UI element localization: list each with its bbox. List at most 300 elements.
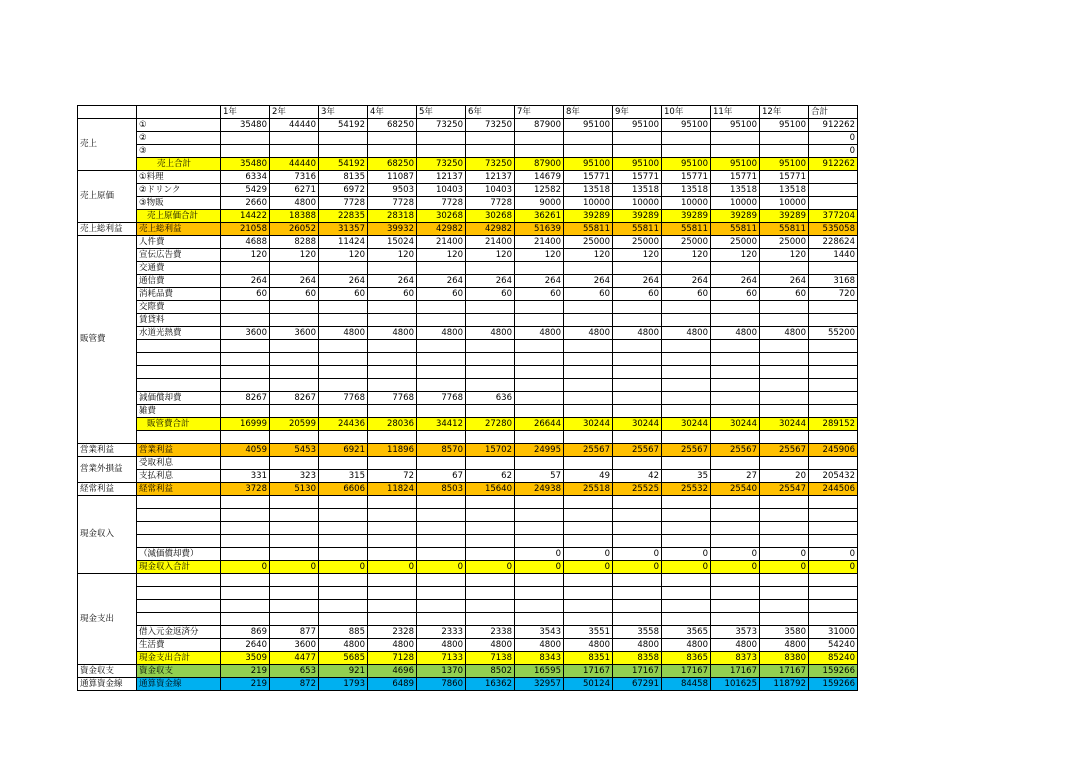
value-cell[interactable]: 4800 xyxy=(564,327,613,340)
value-cell[interactable]: 3600 xyxy=(221,327,270,340)
value-cell[interactable] xyxy=(662,132,711,145)
value-cell[interactable] xyxy=(417,353,466,366)
value-cell[interactable] xyxy=(809,379,858,392)
value-cell[interactable]: 377204 xyxy=(809,210,858,223)
value-cell[interactable]: 72 xyxy=(368,470,417,483)
value-cell[interactable] xyxy=(319,145,368,158)
value-cell[interactable]: 885 xyxy=(319,626,368,639)
value-cell[interactable] xyxy=(270,301,319,314)
value-cell[interactable] xyxy=(466,509,515,522)
value-cell[interactable]: 25567 xyxy=(760,444,809,457)
value-cell[interactable] xyxy=(515,262,564,275)
cell[interactable] xyxy=(613,431,662,444)
value-cell[interactable]: 25567 xyxy=(564,444,613,457)
value-cell[interactable] xyxy=(368,379,417,392)
value-cell[interactable] xyxy=(564,587,613,600)
value-cell[interactable] xyxy=(368,496,417,509)
value-cell[interactable]: 0 xyxy=(809,145,858,158)
value-cell[interactable]: 7138 xyxy=(466,652,515,665)
value-cell[interactable] xyxy=(613,301,662,314)
value-cell[interactable]: 101625 xyxy=(711,678,760,691)
value-cell[interactable] xyxy=(662,314,711,327)
value-cell[interactable]: 0 xyxy=(270,561,319,574)
value-cell[interactable]: 10000 xyxy=(711,197,760,210)
value-cell[interactable] xyxy=(711,587,760,600)
value-cell[interactable]: 245906 xyxy=(809,444,858,457)
value-cell[interactable] xyxy=(760,522,809,535)
row-label[interactable]: 人件費 xyxy=(137,236,221,249)
value-cell[interactable]: 653 xyxy=(270,665,319,678)
value-cell[interactable]: 13518 xyxy=(564,184,613,197)
value-cell[interactable]: 95100 xyxy=(564,158,613,171)
value-cell[interactable]: 95100 xyxy=(564,119,613,132)
value-cell[interactable]: 264 xyxy=(270,275,319,288)
value-cell[interactable] xyxy=(270,574,319,587)
value-cell[interactable]: 32957 xyxy=(515,678,564,691)
cell[interactable] xyxy=(466,431,515,444)
value-cell[interactable]: 159266 xyxy=(809,665,858,678)
value-cell[interactable]: 7728 xyxy=(368,197,417,210)
row-label[interactable]: 借入元金返済分 xyxy=(137,626,221,639)
value-cell[interactable]: 60 xyxy=(368,288,417,301)
value-cell[interactable]: 8570 xyxy=(417,444,466,457)
value-cell[interactable]: 4800 xyxy=(368,327,417,340)
value-cell[interactable]: 25000 xyxy=(711,236,760,249)
value-cell[interactable]: 17167 xyxy=(564,665,613,678)
column-header[interactable]: 合計 xyxy=(809,106,858,119)
column-header[interactable]: 9年 xyxy=(613,106,662,119)
value-cell[interactable] xyxy=(613,496,662,509)
value-cell[interactable]: 12137 xyxy=(417,171,466,184)
column-header[interactable]: 10年 xyxy=(662,106,711,119)
value-cell[interactable]: 6271 xyxy=(270,184,319,197)
value-cell[interactable] xyxy=(711,509,760,522)
value-cell[interactable]: 49 xyxy=(564,470,613,483)
value-cell[interactable] xyxy=(809,587,858,600)
value-cell[interactable]: 13518 xyxy=(613,184,662,197)
value-cell[interactable] xyxy=(662,145,711,158)
value-cell[interactable] xyxy=(270,600,319,613)
value-cell[interactable]: 120 xyxy=(368,249,417,262)
value-cell[interactable]: 8373 xyxy=(711,652,760,665)
value-cell[interactable]: 4800 xyxy=(760,639,809,652)
value-cell[interactable] xyxy=(613,600,662,613)
value-cell[interactable] xyxy=(466,366,515,379)
value-cell[interactable]: 9503 xyxy=(368,184,417,197)
value-cell[interactable]: 0 xyxy=(319,561,368,574)
value-cell[interactable]: 331 xyxy=(221,470,270,483)
value-cell[interactable]: 120 xyxy=(466,249,515,262)
value-cell[interactable] xyxy=(515,613,564,626)
value-cell[interactable] xyxy=(368,353,417,366)
value-cell[interactable] xyxy=(515,340,564,353)
value-cell[interactable] xyxy=(809,600,858,613)
value-cell[interactable]: 264 xyxy=(711,275,760,288)
value-cell[interactable] xyxy=(515,522,564,535)
value-cell[interactable]: 7768 xyxy=(319,392,368,405)
value-cell[interactable] xyxy=(613,379,662,392)
value-cell[interactable] xyxy=(515,366,564,379)
row-label[interactable] xyxy=(137,353,221,366)
value-cell[interactable]: 30268 xyxy=(466,210,515,223)
value-cell[interactable] xyxy=(466,496,515,509)
value-cell[interactable] xyxy=(760,405,809,418)
value-cell[interactable]: 14679 xyxy=(515,171,564,184)
value-cell[interactable] xyxy=(711,379,760,392)
value-cell[interactable] xyxy=(466,457,515,470)
category-label[interactable]: 営業外損益 xyxy=(78,457,137,483)
value-cell[interactable]: 14422 xyxy=(221,210,270,223)
value-cell[interactable]: 15024 xyxy=(368,236,417,249)
value-cell[interactable] xyxy=(221,353,270,366)
value-cell[interactable]: 60 xyxy=(662,288,711,301)
row-label[interactable]: 販管費合計 xyxy=(137,418,221,431)
value-cell[interactable]: 323 xyxy=(270,470,319,483)
value-cell[interactable] xyxy=(515,535,564,548)
value-cell[interactable]: 13518 xyxy=(711,184,760,197)
value-cell[interactable] xyxy=(319,314,368,327)
value-cell[interactable] xyxy=(417,314,466,327)
row-label[interactable]: 売上総利益 xyxy=(137,223,221,236)
value-cell[interactable]: 25000 xyxy=(760,236,809,249)
value-cell[interactable]: 55811 xyxy=(564,223,613,236)
value-cell[interactable] xyxy=(711,314,760,327)
value-cell[interactable] xyxy=(760,314,809,327)
value-cell[interactable]: 4800 xyxy=(760,327,809,340)
value-cell[interactable] xyxy=(319,405,368,418)
value-cell[interactable]: 264 xyxy=(515,275,564,288)
value-cell[interactable] xyxy=(270,496,319,509)
value-cell[interactable] xyxy=(515,314,564,327)
value-cell[interactable] xyxy=(417,457,466,470)
value-cell[interactable] xyxy=(319,587,368,600)
value-cell[interactable] xyxy=(466,379,515,392)
value-cell[interactable]: 30268 xyxy=(417,210,466,223)
value-cell[interactable]: 0 xyxy=(613,548,662,561)
value-cell[interactable]: 4800 xyxy=(564,639,613,652)
value-cell[interactable]: 27 xyxy=(711,470,760,483)
value-cell[interactable]: 0 xyxy=(662,548,711,561)
value-cell[interactable] xyxy=(564,314,613,327)
value-cell[interactable]: 4800 xyxy=(466,327,515,340)
value-cell[interactable]: 68250 xyxy=(368,119,417,132)
value-cell[interactable] xyxy=(711,132,760,145)
cell[interactable] xyxy=(662,431,711,444)
value-cell[interactable]: 44440 xyxy=(270,119,319,132)
value-cell[interactable]: 8267 xyxy=(270,392,319,405)
value-cell[interactable] xyxy=(564,496,613,509)
value-cell[interactable]: 60 xyxy=(760,288,809,301)
row-label[interactable]: 現金支出合計 xyxy=(137,652,221,665)
column-header[interactable]: 7年 xyxy=(515,106,564,119)
row-label[interactable]: 交通費 xyxy=(137,262,221,275)
value-cell[interactable] xyxy=(270,457,319,470)
value-cell[interactable]: 3728 xyxy=(221,483,270,496)
value-cell[interactable] xyxy=(809,184,858,197)
row-label[interactable] xyxy=(137,600,221,613)
value-cell[interactable]: 219 xyxy=(221,678,270,691)
value-cell[interactable] xyxy=(613,353,662,366)
value-cell[interactable] xyxy=(368,132,417,145)
value-cell[interactable] xyxy=(613,132,662,145)
value-cell[interactable]: 85240 xyxy=(809,652,858,665)
value-cell[interactable]: 3600 xyxy=(270,327,319,340)
value-cell[interactable]: 5130 xyxy=(270,483,319,496)
cell[interactable] xyxy=(711,431,760,444)
value-cell[interactable]: 60 xyxy=(711,288,760,301)
value-cell[interactable] xyxy=(221,509,270,522)
cell[interactable] xyxy=(515,431,564,444)
value-cell[interactable] xyxy=(711,405,760,418)
value-cell[interactable] xyxy=(760,132,809,145)
value-cell[interactable]: 10403 xyxy=(466,184,515,197)
value-cell[interactable]: 12137 xyxy=(466,171,515,184)
value-cell[interactable]: 120 xyxy=(613,249,662,262)
value-cell[interactable]: 24938 xyxy=(515,483,564,496)
value-cell[interactable] xyxy=(809,457,858,470)
value-cell[interactable]: 7768 xyxy=(368,392,417,405)
value-cell[interactable]: 8380 xyxy=(760,652,809,665)
value-cell[interactable]: 4800 xyxy=(711,639,760,652)
value-cell[interactable] xyxy=(221,548,270,561)
value-cell[interactable]: 16595 xyxy=(515,665,564,678)
value-cell[interactable]: 30244 xyxy=(613,418,662,431)
value-cell[interactable] xyxy=(711,457,760,470)
value-cell[interactable]: 25540 xyxy=(711,483,760,496)
row-label[interactable]: ② xyxy=(137,132,221,145)
value-cell[interactable] xyxy=(319,262,368,275)
value-cell[interactable]: 5429 xyxy=(221,184,270,197)
value-cell[interactable] xyxy=(760,600,809,613)
value-cell[interactable]: 7133 xyxy=(417,652,466,665)
value-cell[interactable] xyxy=(319,600,368,613)
value-cell[interactable] xyxy=(760,457,809,470)
cell[interactable] xyxy=(417,431,466,444)
category-label[interactable]: 資金収支 xyxy=(78,665,137,678)
value-cell[interactable] xyxy=(368,301,417,314)
column-header[interactable]: 12年 xyxy=(760,106,809,119)
value-cell[interactable]: 720 xyxy=(809,288,858,301)
value-cell[interactable]: 3168 xyxy=(809,275,858,288)
value-cell[interactable] xyxy=(368,314,417,327)
value-cell[interactable] xyxy=(270,535,319,548)
value-cell[interactable]: 10000 xyxy=(760,197,809,210)
value-cell[interactable]: 55200 xyxy=(809,327,858,340)
value-cell[interactable]: 21400 xyxy=(466,236,515,249)
value-cell[interactable] xyxy=(417,522,466,535)
value-cell[interactable] xyxy=(319,574,368,587)
value-cell[interactable]: 12582 xyxy=(515,184,564,197)
value-cell[interactable] xyxy=(662,496,711,509)
value-cell[interactable]: 39289 xyxy=(662,210,711,223)
value-cell[interactable] xyxy=(613,314,662,327)
value-cell[interactable]: 7768 xyxy=(417,392,466,405)
value-cell[interactable] xyxy=(662,535,711,548)
value-cell[interactable]: 10000 xyxy=(564,197,613,210)
value-cell[interactable]: 18388 xyxy=(270,210,319,223)
value-cell[interactable]: 0 xyxy=(466,561,515,574)
value-cell[interactable]: 10000 xyxy=(662,197,711,210)
value-cell[interactable]: 264 xyxy=(564,275,613,288)
value-cell[interactable] xyxy=(809,496,858,509)
value-cell[interactable]: 42982 xyxy=(466,223,515,236)
value-cell[interactable] xyxy=(270,405,319,418)
value-cell[interactable]: 67291 xyxy=(613,678,662,691)
value-cell[interactable]: 4059 xyxy=(221,444,270,457)
value-cell[interactable]: 7728 xyxy=(466,197,515,210)
value-cell[interactable]: 57 xyxy=(515,470,564,483)
column-header[interactable] xyxy=(78,106,137,119)
value-cell[interactable] xyxy=(221,262,270,275)
value-cell[interactable] xyxy=(613,145,662,158)
value-cell[interactable]: 6921 xyxy=(319,444,368,457)
value-cell[interactable] xyxy=(564,535,613,548)
value-cell[interactable] xyxy=(564,301,613,314)
value-cell[interactable]: 264 xyxy=(368,275,417,288)
value-cell[interactable] xyxy=(711,535,760,548)
value-cell[interactable]: 51639 xyxy=(515,223,564,236)
value-cell[interactable]: 120 xyxy=(221,249,270,262)
value-cell[interactable] xyxy=(515,574,564,587)
value-cell[interactable]: 25525 xyxy=(613,483,662,496)
value-cell[interactable] xyxy=(564,340,613,353)
value-cell[interactable] xyxy=(417,262,466,275)
value-cell[interactable] xyxy=(662,509,711,522)
value-cell[interactable]: 264 xyxy=(221,275,270,288)
row-label[interactable] xyxy=(137,366,221,379)
value-cell[interactable] xyxy=(417,145,466,158)
value-cell[interactable]: 2640 xyxy=(221,639,270,652)
row-label[interactable]: 支払利息 xyxy=(137,470,221,483)
value-cell[interactable] xyxy=(270,522,319,535)
value-cell[interactable] xyxy=(760,574,809,587)
row-label[interactable]: 売上原価合計 xyxy=(137,210,221,223)
value-cell[interactable] xyxy=(368,457,417,470)
value-cell[interactable] xyxy=(564,457,613,470)
value-cell[interactable]: 60 xyxy=(319,288,368,301)
value-cell[interactable]: 8343 xyxy=(515,652,564,665)
cell[interactable] xyxy=(760,431,809,444)
value-cell[interactable] xyxy=(221,535,270,548)
value-cell[interactable] xyxy=(515,353,564,366)
value-cell[interactable] xyxy=(809,301,858,314)
value-cell[interactable]: 55811 xyxy=(760,223,809,236)
value-cell[interactable] xyxy=(613,522,662,535)
value-cell[interactable]: 4800 xyxy=(270,197,319,210)
value-cell[interactable] xyxy=(809,340,858,353)
value-cell[interactable]: 60 xyxy=(417,288,466,301)
value-cell[interactable] xyxy=(417,587,466,600)
value-cell[interactable]: 25567 xyxy=(662,444,711,457)
value-cell[interactable]: 95100 xyxy=(613,119,662,132)
value-cell[interactable]: 8135 xyxy=(319,171,368,184)
value-cell[interactable]: 7728 xyxy=(319,197,368,210)
row-label[interactable]: （減価償却費） xyxy=(137,548,221,561)
value-cell[interactable]: 25567 xyxy=(613,444,662,457)
value-cell[interactable]: 11824 xyxy=(368,483,417,496)
value-cell[interactable] xyxy=(613,340,662,353)
value-cell[interactable]: 28318 xyxy=(368,210,417,223)
value-cell[interactable]: 1370 xyxy=(417,665,466,678)
value-cell[interactable] xyxy=(466,314,515,327)
value-cell[interactable] xyxy=(662,379,711,392)
value-cell[interactable] xyxy=(515,405,564,418)
value-cell[interactable] xyxy=(711,262,760,275)
value-cell[interactable] xyxy=(564,574,613,587)
column-header[interactable]: 2年 xyxy=(270,106,319,119)
value-cell[interactable]: 8267 xyxy=(221,392,270,405)
value-cell[interactable]: 921 xyxy=(319,665,368,678)
value-cell[interactable] xyxy=(270,132,319,145)
value-cell[interactable]: 4800 xyxy=(613,327,662,340)
value-cell[interactable]: 60 xyxy=(613,288,662,301)
value-cell[interactable]: 26644 xyxy=(515,418,564,431)
value-cell[interactable]: 289152 xyxy=(809,418,858,431)
value-cell[interactable]: 912262 xyxy=(809,158,858,171)
value-cell[interactable]: 4800 xyxy=(466,639,515,652)
value-cell[interactable]: 73250 xyxy=(466,158,515,171)
value-cell[interactable] xyxy=(809,392,858,405)
row-label[interactable] xyxy=(137,509,221,522)
value-cell[interactable]: 219 xyxy=(221,665,270,678)
value-cell[interactable]: 3551 xyxy=(564,626,613,639)
value-cell[interactable]: 87900 xyxy=(515,119,564,132)
value-cell[interactable]: 16999 xyxy=(221,418,270,431)
value-cell[interactable] xyxy=(760,145,809,158)
value-cell[interactable] xyxy=(564,509,613,522)
value-cell[interactable]: 120 xyxy=(319,249,368,262)
value-cell[interactable]: 17167 xyxy=(711,665,760,678)
value-cell[interactable]: 39289 xyxy=(613,210,662,223)
value-cell[interactable]: 11896 xyxy=(368,444,417,457)
value-cell[interactable]: 0 xyxy=(760,561,809,574)
value-cell[interactable] xyxy=(466,600,515,613)
value-cell[interactable] xyxy=(319,379,368,392)
value-cell[interactable] xyxy=(319,548,368,561)
value-cell[interactable] xyxy=(515,132,564,145)
value-cell[interactable] xyxy=(613,457,662,470)
value-cell[interactable]: 1793 xyxy=(319,678,368,691)
value-cell[interactable]: 4800 xyxy=(662,327,711,340)
value-cell[interactable]: 55811 xyxy=(711,223,760,236)
value-cell[interactable] xyxy=(564,600,613,613)
row-label[interactable] xyxy=(137,379,221,392)
value-cell[interactable]: 55811 xyxy=(613,223,662,236)
value-cell[interactable] xyxy=(417,132,466,145)
value-cell[interactable] xyxy=(564,366,613,379)
row-label[interactable]: ①料理 xyxy=(137,171,221,184)
value-cell[interactable]: 7860 xyxy=(417,678,466,691)
row-label[interactable]: ③ xyxy=(137,145,221,158)
value-cell[interactable] xyxy=(809,262,858,275)
value-cell[interactable]: 869 xyxy=(221,626,270,639)
value-cell[interactable] xyxy=(221,496,270,509)
value-cell[interactable] xyxy=(711,392,760,405)
value-cell[interactable]: 35 xyxy=(662,470,711,483)
value-cell[interactable] xyxy=(270,145,319,158)
value-cell[interactable] xyxy=(270,379,319,392)
value-cell[interactable] xyxy=(564,145,613,158)
row-label[interactable]: 現金収入合計 xyxy=(137,561,221,574)
value-cell[interactable]: 95100 xyxy=(711,119,760,132)
value-cell[interactable]: 11087 xyxy=(368,171,417,184)
value-cell[interactable]: 5685 xyxy=(319,652,368,665)
row-label[interactable]: 経常利益 xyxy=(137,483,221,496)
row-label[interactable]: 生活費 xyxy=(137,639,221,652)
value-cell[interactable]: 95100 xyxy=(760,158,809,171)
value-cell[interactable]: 21058 xyxy=(221,223,270,236)
value-cell[interactable]: 264 xyxy=(319,275,368,288)
